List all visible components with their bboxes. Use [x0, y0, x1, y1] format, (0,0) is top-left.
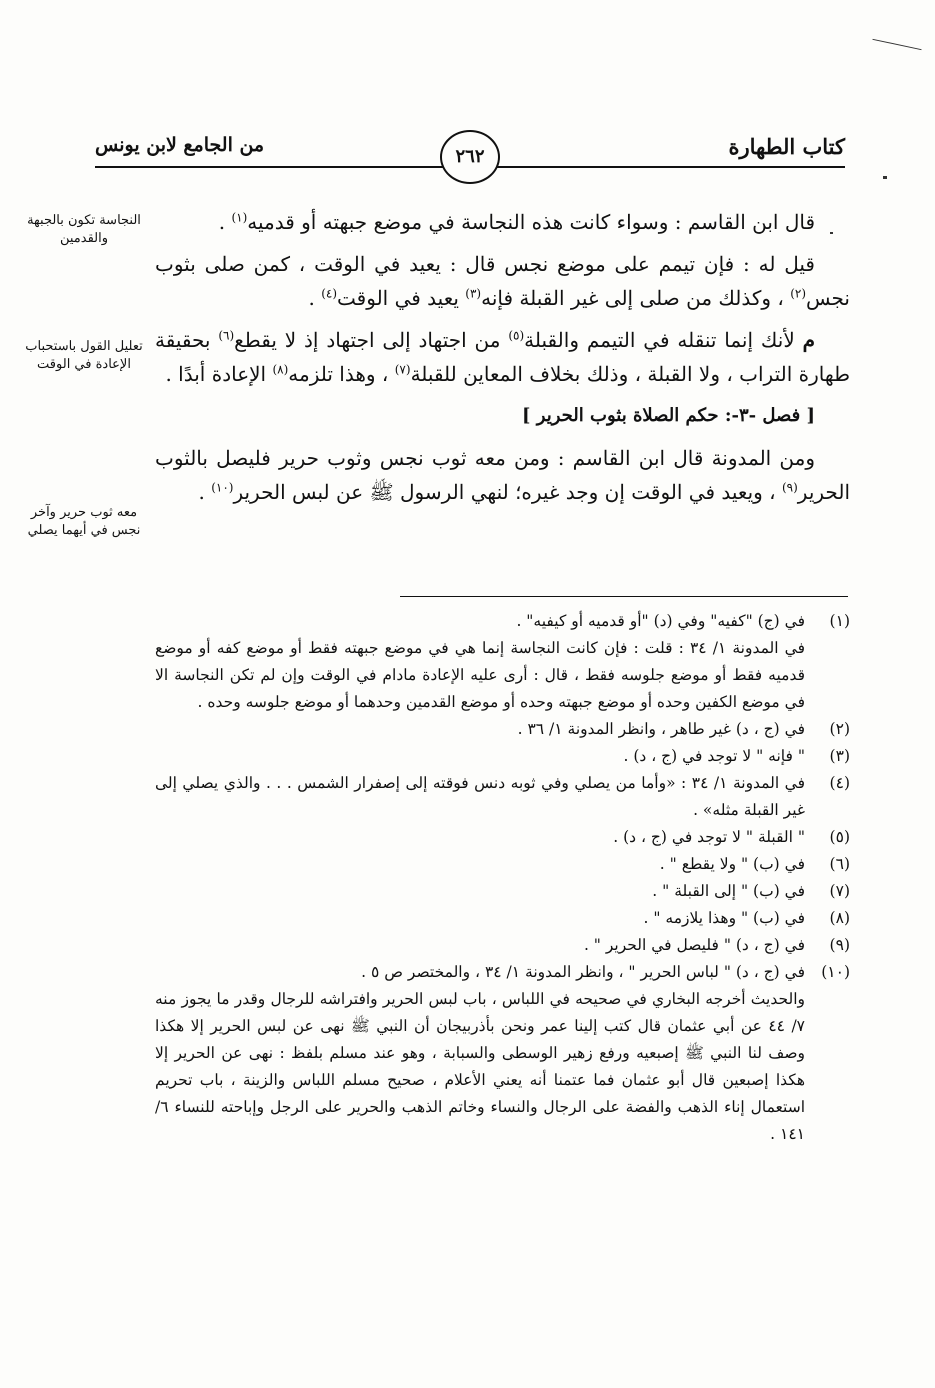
- footnote-number: (٢): [829, 720, 850, 738]
- punctuation: .: [198, 480, 212, 504]
- paragraph-mark: م: [802, 328, 815, 352]
- footnote-number: (٦): [829, 855, 850, 873]
- paragraph-text: يعيد في الوقت: [337, 286, 466, 310]
- footnote-4: [155, 770, 850, 824]
- footnote-ref-10[interactable]: (١٠): [211, 480, 234, 495]
- footnote-number: (١): [829, 612, 850, 630]
- page-header: [95, 130, 845, 188]
- footnote-text: في المدونة ١/ ٣٤ : «وأما من يصلي وفي ثوبه دنس فوقته إلى إصفرار الشمس . . . والذي يصلي إلى غير القبلة مثله» .: [155, 774, 805, 819]
- footnote-9: [155, 932, 850, 959]
- book-section-title: كتاب الطهارة: [728, 134, 845, 159]
- footnote-text: في (ج ، د) غير طاهر ، وانظر المدونة ١/ ٣٦ .: [517, 720, 805, 738]
- paragraph-text: لأنك إنما تنقله في التيمم والقبلة: [524, 328, 803, 352]
- footnote-ref-1[interactable]: (١): [231, 210, 248, 225]
- footnote-3: [155, 743, 850, 770]
- footnote-ref-4[interactable]: (٤): [321, 286, 338, 301]
- footnote-number: (٨): [829, 909, 850, 927]
- page-number: ٢٦٢: [440, 130, 500, 184]
- footnote-ref-2[interactable]: (٢): [790, 286, 807, 301]
- footnote-text: في (ج) "كفيه" وفي (د) "أو قدميه أو كيفيه" .: [516, 612, 805, 630]
- footnote-text: " فإنه " لا توجد في (ج ، د) .: [623, 747, 805, 765]
- footnote-number: (٧): [829, 882, 850, 900]
- footnote-10: [155, 959, 850, 986]
- footnote-separator: [400, 596, 848, 597]
- footnote-ref-8[interactable]: (٨): [272, 362, 289, 377]
- footnote-ref-9[interactable]: (٩): [781, 480, 798, 495]
- footnote-ref-5[interactable]: (٥): [508, 328, 525, 343]
- margin-note-2: تعليل القول باستحباب الإعادة في الوقت: [25, 339, 143, 372]
- footnote-2: [155, 716, 850, 743]
- paragraph-text: بحقيقة طهارة التراب ، ولا القبلة ، وذلك بخلاف المعاين للقبلة: [155, 328, 850, 386]
- paragraph-text: ، وهذا تلزمه: [288, 362, 395, 386]
- footnote-1-continuation: في المدونة ١/ ٣٤ : قلت : فإن كانت النجاسة إنما هي في موضع جبهته فقط أو موضع كفه أو موضع قدميه فقط أو موضع جلوسه فقط ، قال : أرى عليه الإعادة مادام في الوقت وإن لم تكن النجاسة الا في موضع الكفين وحده أو موضع جبهته وحده أو موضع القدمين وحدهما أو موضع جلوسه وحده .: [155, 639, 805, 711]
- footnote-10-continuation: والحديث أخرجه البخاري في صحيحه في اللباس ، باب لبس الحرير وافتراشه للرجال وقدر ما يجوز منه ٧/ ٤٤ عن أبي عثمان قال كتب إلينا عمر ونحن بأذربيجان أن النبي ﷺ نهى عن لبس الحرير إلا هكذا وصف لنا النبي ﷺ إصبعيه ورفع زهير الوسطى والسبابة ، وهو عند مسلم بلفظ : نهى عن الحرير إلا هكذا إصبعين قال أبو عثمان فما عتمنا أنه يعني الأعلام ، صحيح مسلم اللباس والزينة ، باب تحريم استعمال إناء الذهب والفضة على الرجال والنساء وخاتم الذهب والحرير على الرجل وإباحته للنساء ٦/ ١٤١ .: [155, 990, 805, 1143]
- footnote-ref-6[interactable]: (٦): [218, 328, 235, 343]
- paragraph-3: [155, 323, 850, 391]
- footnotes: [155, 608, 850, 1148]
- footnote-text: في (ج ، د) " فليصل في الحرير " .: [583, 936, 805, 954]
- footnote-5: [155, 824, 850, 851]
- punctuation: .: [308, 286, 322, 310]
- footnote-number: (٤): [829, 774, 850, 792]
- paragraph-text: ومن المدونة قال ابن القاسم : ومن معه ثوب نجس وثوب حرير فليصل بالثوب الحرير: [155, 446, 850, 504]
- paragraph-text: ، ويعيد في الوقت إن وجد غيره؛ لنهي الرسول ﷺ عن لبس الحرير: [233, 480, 782, 504]
- footnote-ref-3[interactable]: (٣): [465, 286, 482, 301]
- footnote-ref-7[interactable]: (٧): [394, 362, 411, 377]
- main-text: [155, 205, 850, 517]
- footnote-text: في (ج ، د) " لباس الحرير " ، وانظر المدونة ١/ ٣٤ ، والمختصر ص ٥ .: [361, 963, 805, 981]
- footnote-text: في (ب) " إلى القبلة " .: [652, 882, 805, 900]
- footnote-number: (٣): [829, 747, 850, 765]
- footnote-7: [155, 878, 850, 905]
- paragraph-text: من اجتهاد إلى اجتهاد إذ لا يقطع: [234, 328, 509, 352]
- footnote-text: " القبلة " لا توجد في (ج ، د) .: [613, 828, 805, 846]
- punctuation: .: [218, 210, 232, 234]
- scan-speck: [883, 176, 887, 179]
- paragraph-2: [155, 247, 850, 315]
- footnote-8: [155, 905, 850, 932]
- paragraph-text: الإعادة أبدًا .: [165, 362, 273, 386]
- margin-note-3: معه ثوب حرير وآخر نجس في أيهما يصلي: [27, 505, 141, 538]
- footnote-1: [155, 608, 850, 635]
- running-title: من الجامع لابن يونس: [95, 134, 265, 156]
- scan-speck: [872, 39, 921, 50]
- paragraph-1: [155, 205, 850, 239]
- footnote-text: في (ب) " وهذا يلازمه " .: [643, 909, 805, 927]
- footnote-number: (٩): [829, 936, 850, 954]
- footnote-number: (٥): [829, 828, 850, 846]
- paragraph-text: قال ابن القاسم : وسواء كانت هذه النجاسة في موضع جبهته أو قدميه: [247, 210, 815, 234]
- footnote-number: (١٠): [821, 963, 850, 981]
- footnote-6: [155, 851, 850, 878]
- paragraph-4: [155, 441, 850, 509]
- paragraph-text: قيل له : فإن تيمم على موضع نجس قال : يعيد في الوقت ، كمن صلى بثوب نجس: [155, 252, 850, 310]
- footnote-text: في (ب) " ولا يقطع " .: [659, 855, 805, 873]
- scan-speck: [830, 232, 833, 234]
- margin-note-1: النجاسة تكون بالجبهة والقدمين: [27, 213, 141, 246]
- paragraph-text: ، وكذلك من صلى إلى غير القبلة فإنه: [481, 286, 791, 310]
- section-heading: [ فصل -٣-: حكم الصلاة بثوب الحرير ]: [522, 405, 815, 426]
